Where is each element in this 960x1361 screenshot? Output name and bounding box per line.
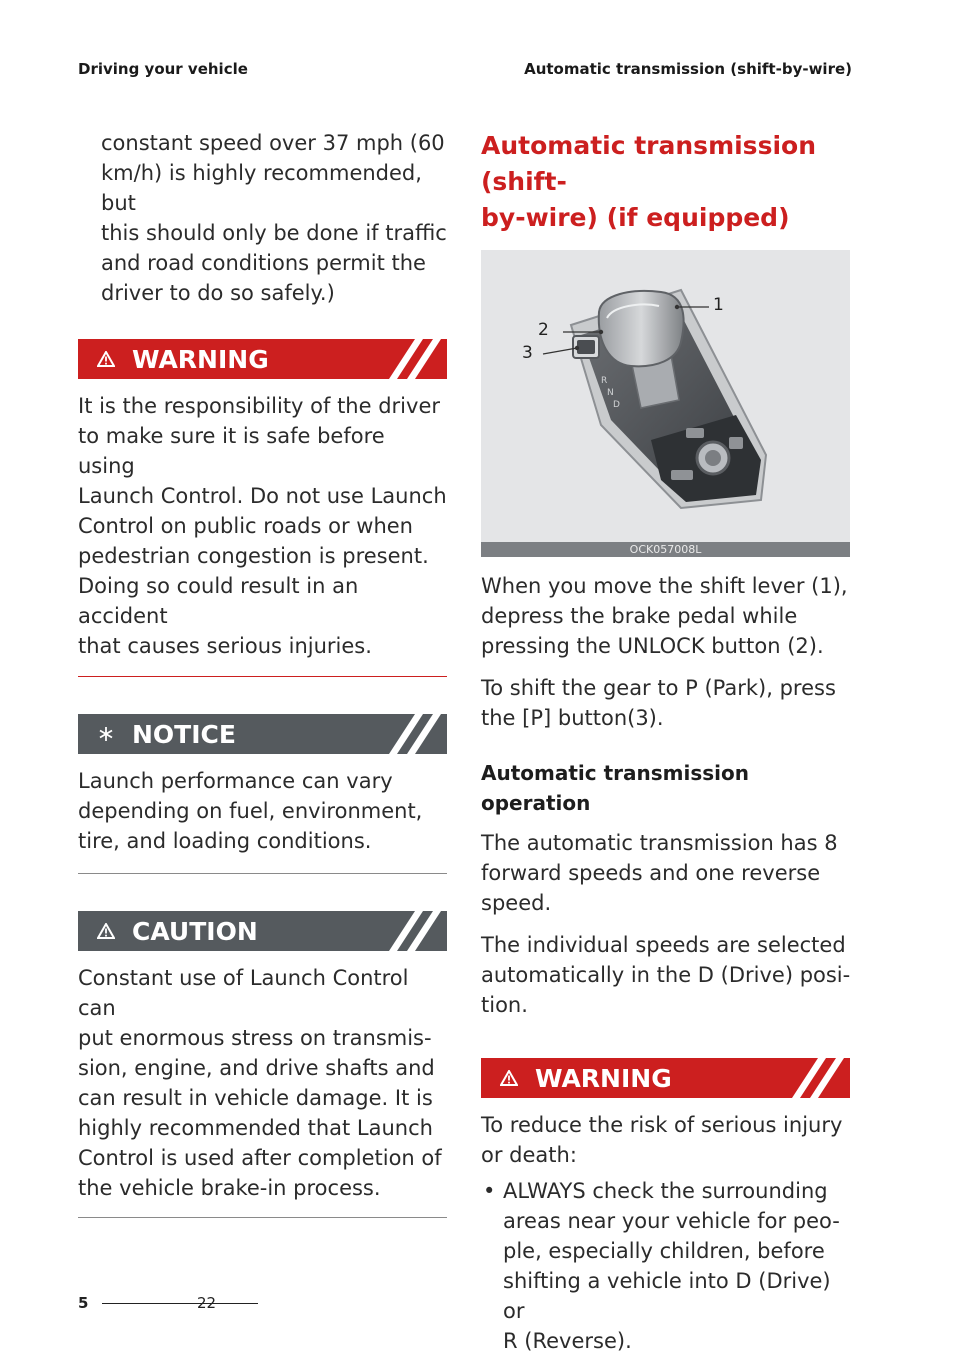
caution-banner (78, 911, 447, 951)
svg-text:N: N (607, 388, 614, 398)
intro-paragraph: constant speed over 37 mph (60 km/h) is highly recommended, but this should only be done if traffic and road conditions permit the driver to do so safely.) (101, 131, 447, 305)
callout-3: 3 (522, 343, 533, 363)
stripes-decoration (377, 714, 447, 754)
page-footer (78, 1294, 217, 1312)
left-column (78, 128, 448, 1218)
caution-text: Constant use of Launch Control can put enormous stress on transmis- sion, engine, and drive shafts and can result in vehicle damage. It is highly recommended that Launch Control is used after completion of the vehicle brake-in process. (78, 966, 442, 1200)
notice-rule (78, 873, 447, 874)
svg-text:D: D (613, 400, 620, 410)
warning-text-right: To reduce the risk of serious injury or death: (481, 1113, 843, 1167)
page-number: 22 (197, 1294, 217, 1312)
operation-paragraph: The automatic transmission has 8 forward speeds and one reverse speed. (481, 831, 838, 915)
warning-bullet (481, 1176, 851, 1356)
running-header-right: Automatic transmission (shift-by-wire) (524, 60, 852, 78)
chapter-number: 5 (78, 1294, 89, 1312)
park-paragraph: To shift the gear to P (Park), press the [P] button(3). (481, 676, 836, 730)
footer-rule (102, 1303, 258, 1304)
stripes-decoration (377, 339, 447, 379)
bullet-text: ALWAYS check the surrounding areas near your vehicle for peo- ple, especially children, before shifting a vehicle into D (Drive) or R (Reverse). (503, 1179, 840, 1353)
warning-triangle-icon (94, 351, 118, 367)
caution-label: CAUTION (132, 916, 258, 946)
shift-lever-figure (481, 250, 850, 557)
stripes-decoration (377, 911, 447, 951)
caution-triangle-icon (94, 923, 118, 939)
figure-caption: OCK057008L (481, 542, 850, 557)
asterisk-icon (94, 726, 118, 742)
warning-triangle-icon (497, 1070, 521, 1086)
warning-rule (78, 676, 447, 677)
warning-banner-right (481, 1058, 850, 1098)
callout-1: 1 (713, 295, 724, 315)
warning-label-right: WARNING (535, 1063, 672, 1093)
svg-text:R: R (601, 376, 608, 386)
right-column (481, 128, 851, 1356)
caution-rule (78, 1217, 447, 1218)
callout-2: 2 (538, 320, 549, 340)
running-header-left: Driving your vehicle (78, 60, 248, 78)
shift-lever-paragraph: When you move the shift lever (1), depress the brake pedal while pressing the UNLOCK button (2). (481, 574, 848, 658)
bullet-marker: • (483, 1179, 496, 1203)
notice-text: Launch performance can vary depending on fuel, environment, tire, and loading conditions. (78, 769, 423, 853)
speeds-paragraph: The individual speeds are selected automatically in the D (Drive) posi- tion. (481, 933, 851, 1017)
warning-text: It is the responsibility of the driver to make sure it is safe before using Launch Control. Do not use Launch Control on public roads or when pedestrian congestion is present. Doing so could result in an accident that causes serious injuries. (78, 394, 447, 658)
warning-label: WARNING (132, 344, 269, 374)
warning-banner (78, 339, 447, 379)
subsection-heading: Automatic transmission operation (481, 761, 749, 815)
section-title: Automatic transmission (shift- by-wire) (if equipped) (481, 131, 816, 232)
notice-label: NOTICE (132, 719, 236, 749)
shift-lever-illustration (481, 250, 850, 542)
stripes-decoration (780, 1058, 850, 1098)
notice-banner (78, 714, 447, 754)
